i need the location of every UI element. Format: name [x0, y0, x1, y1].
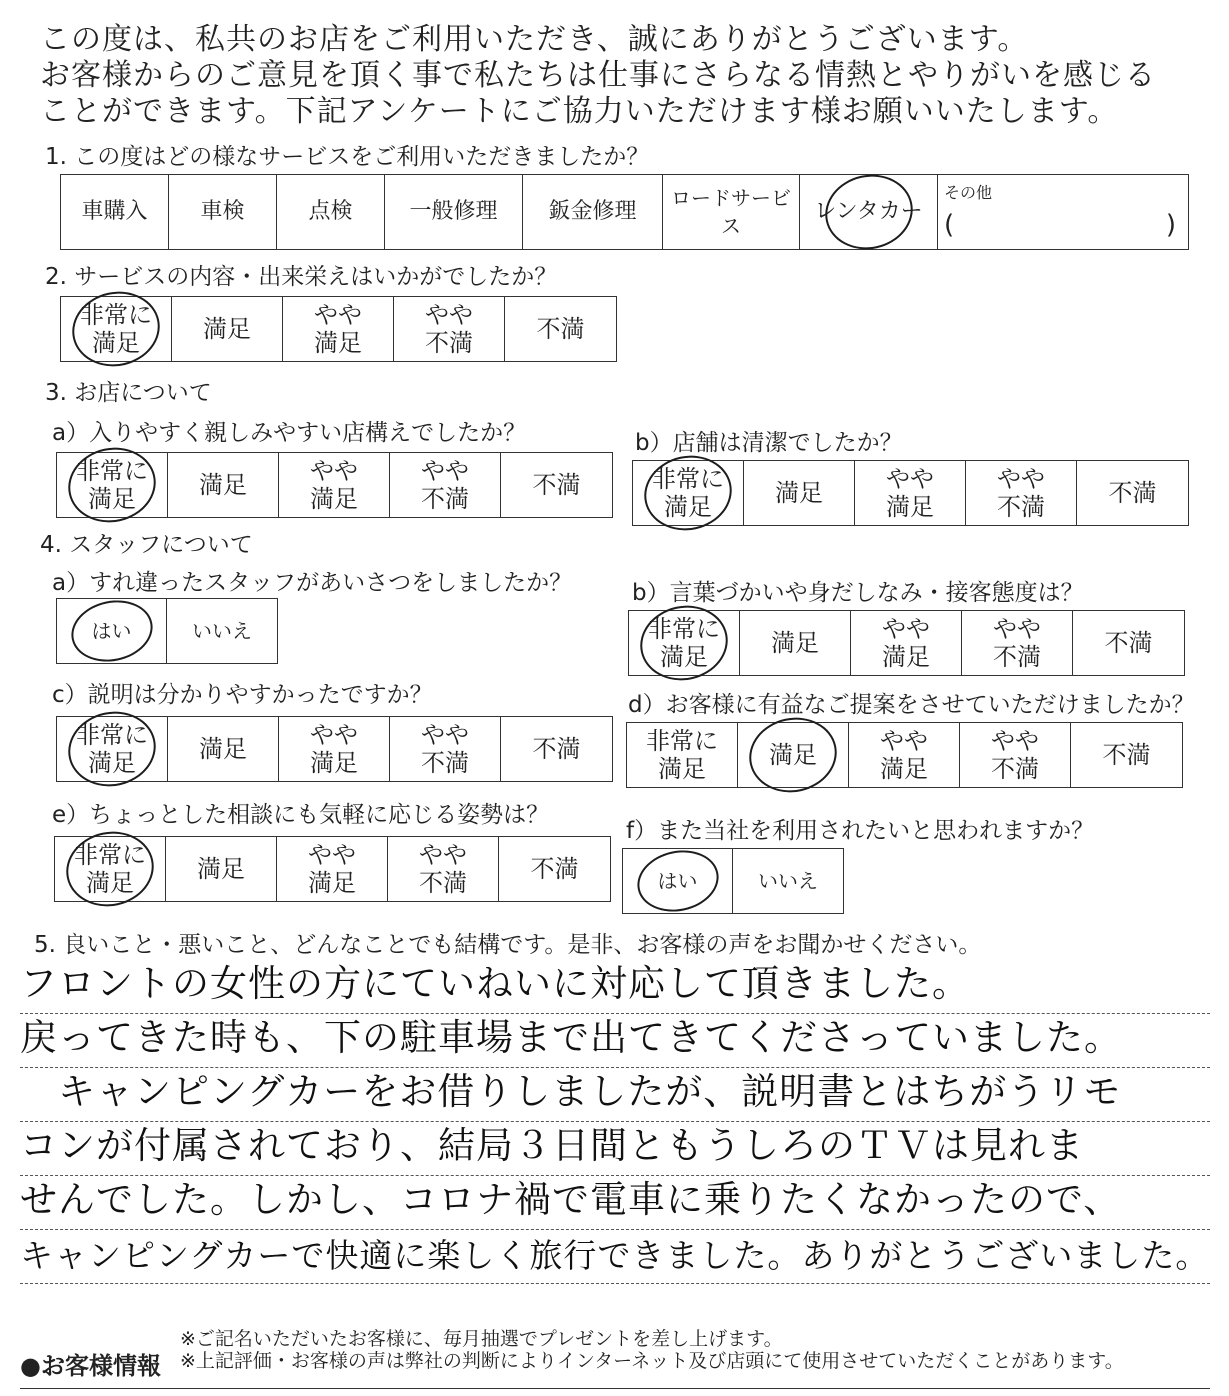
rating-option[interactable]: やや 不満	[390, 717, 501, 781]
q4c-question: c）説明は分かりやすかったですか？	[52, 682, 433, 708]
q3-title: 3. お店について	[45, 380, 212, 406]
rating-option-selected[interactable]: 非常に 満足	[633, 461, 744, 525]
customer-info-title: ●お客様情報	[20, 1352, 161, 1380]
q4f-yesno	[622, 848, 844, 914]
yesno-option-selected[interactable]: はい	[623, 849, 733, 913]
q3b-rating	[632, 460, 1189, 526]
q4d-rating	[626, 722, 1183, 788]
rating-option[interactable]: やや 満足	[851, 611, 962, 675]
rating-option[interactable]: 満足	[168, 453, 279, 517]
comment-line: キャンピングカーをお借りしましたが、説明書とはちがうリモ	[20, 1068, 1210, 1122]
other-input[interactable]: ( )	[944, 210, 1176, 240]
rating-option[interactable]: 満足	[740, 611, 851, 675]
rating-option[interactable]: 満足	[168, 717, 279, 781]
service-option-selected[interactable]: レンタカー	[800, 175, 938, 249]
rating-option-selected[interactable]: 非常に 満足	[55, 837, 166, 901]
comment-line: 戻ってきた時も、下の駐車場まで出てきてくださっていました。	[20, 1014, 1210, 1068]
service-option[interactable]: 点検	[277, 175, 385, 249]
rating-option[interactable]: やや 満足	[849, 723, 960, 787]
rating-option[interactable]: やや 不満	[966, 461, 1077, 525]
q3a-rating	[56, 452, 613, 518]
footer-note: ※上記評価・お客様の声は弊社の判断によりインターネット及び店頭にて使用させていただくことがあります。	[180, 1350, 1124, 1372]
rating-option[interactable]: やや 不満	[960, 723, 1071, 787]
comment-area[interactable]	[20, 960, 1210, 1284]
rating-option[interactable]: 不満	[1108, 479, 1157, 507]
comment-line: コンが付属されており、結局３日間ともうしろのＴＶは見れま	[20, 1122, 1210, 1176]
intro-line: ことができます。下記アンケートにご協力いただけます様お願いいたします。	[40, 94, 1119, 129]
rating-option[interactable]: 不満	[532, 471, 581, 499]
service-option[interactable]: 鈑金修理	[523, 175, 663, 249]
footer-note: ※ご記名いただいたお客様に、毎月抽選でプレゼントを差し上げます。	[180, 1328, 783, 1350]
service-option[interactable]: 一般修理	[385, 175, 523, 249]
rating-option[interactable]: 非常に 満足	[627, 723, 738, 787]
rating-option[interactable]: 不満	[532, 735, 581, 763]
service-option-other[interactable]	[938, 175, 1188, 249]
q4a-question: a）すれ違ったスタッフがあいさつをしましたか？	[52, 570, 573, 596]
comment-line: キャンピングカーで快適に楽しく旅行できました。ありがとうございました。	[20, 1230, 1210, 1284]
rating-option-selected[interactable]: 非常に 満足	[57, 717, 168, 781]
q4-title: 4. スタッフについて	[40, 532, 253, 558]
rating-option[interactable]: やや 不満	[390, 453, 501, 517]
rating-option[interactable]: やや 満足	[279, 717, 390, 781]
yesno-option[interactable]: いいえ	[758, 869, 818, 893]
intro-line: お客様からのご意見を頂く事で私たちは仕事にさらなる情熱とやりがいを感じる	[40, 58, 1156, 93]
service-option[interactable]: 車検	[169, 175, 277, 249]
rating-option[interactable]: 不満	[1102, 741, 1151, 769]
footer-notes	[180, 1328, 1124, 1372]
rating-option[interactable]: やや 不満	[394, 297, 505, 361]
other-label: その他	[944, 183, 993, 202]
rating-option[interactable]: 満足	[166, 837, 277, 901]
rating-option-selected[interactable]: 非常に 満足	[61, 297, 172, 361]
service-option[interactable]: ロードサービス	[663, 175, 800, 249]
q5-question: 5. 良いこと・悪いこと、どんなことでも結構です。是非、お客様の声をお聞かせください。	[34, 932, 982, 958]
bottom-divider	[20, 1388, 1210, 1389]
rating-option[interactable]: やや 不満	[962, 611, 1073, 675]
q1-question: 1. この度はどの様なサービスをご利用いただきましたか？	[45, 144, 650, 170]
q4e-question: e）ちょっとした相談にも気軽に応じる姿勢は？	[52, 802, 550, 828]
yesno-option[interactable]: いいえ	[192, 619, 252, 643]
comment-line: フロントの女性の方にていねいに対応して頂きました。	[20, 960, 1210, 1014]
q4a-yesno	[56, 598, 278, 664]
rating-option[interactable]: やや 満足	[855, 461, 966, 525]
q4c-rating	[56, 716, 613, 782]
comment-line: せんでした。しかし、コロナ禍で電車に乗りたくなかったので、	[20, 1176, 1210, 1230]
q2-rating	[60, 296, 617, 362]
q4b-rating	[628, 610, 1185, 676]
q4e-rating	[54, 836, 611, 902]
q4d-question: d）お客様に有益なご提案をさせていただけましたか？	[628, 692, 1195, 718]
q3b-question: b）店舗は清潔でしたか？	[635, 430, 903, 456]
rating-option-selected[interactable]: 満足	[738, 723, 849, 787]
rating-option[interactable]: 不満	[530, 855, 579, 883]
rating-option[interactable]: やや 満足	[283, 297, 394, 361]
rating-option[interactable]: やや 不満	[388, 837, 499, 901]
rating-option-selected[interactable]: 非常に 満足	[57, 453, 168, 517]
rating-option[interactable]: 不満	[536, 315, 585, 343]
q4f-question: f）また当社を利用されたいと思われますか？	[626, 818, 1095, 844]
rating-option[interactable]: 不満	[1104, 629, 1153, 657]
service-option[interactable]: 車購入	[61, 175, 169, 249]
intro-line: この度は、私共のお店をご利用いただき、誠にありがとうございます。	[40, 22, 1029, 57]
q2-question: 2. サービスの内容・出来栄えはいかがでしたか？	[45, 264, 558, 290]
rating-option[interactable]: 満足	[744, 461, 855, 525]
q3a-question: a）入りやすく親しみやすい店構えでしたか？	[52, 420, 527, 446]
rating-option[interactable]: やや 満足	[279, 453, 390, 517]
rating-option[interactable]: やや 満足	[277, 837, 388, 901]
yesno-option-selected[interactable]: はい	[57, 599, 167, 663]
q4b-question: b）言葉づかいや身だしなみ・接客態度は？	[632, 580, 1084, 606]
rating-option-selected[interactable]: 非常に 満足	[629, 611, 740, 675]
intro-text	[40, 22, 1220, 130]
rating-option[interactable]: 満足	[172, 297, 283, 361]
q1-service-options	[60, 174, 1189, 250]
